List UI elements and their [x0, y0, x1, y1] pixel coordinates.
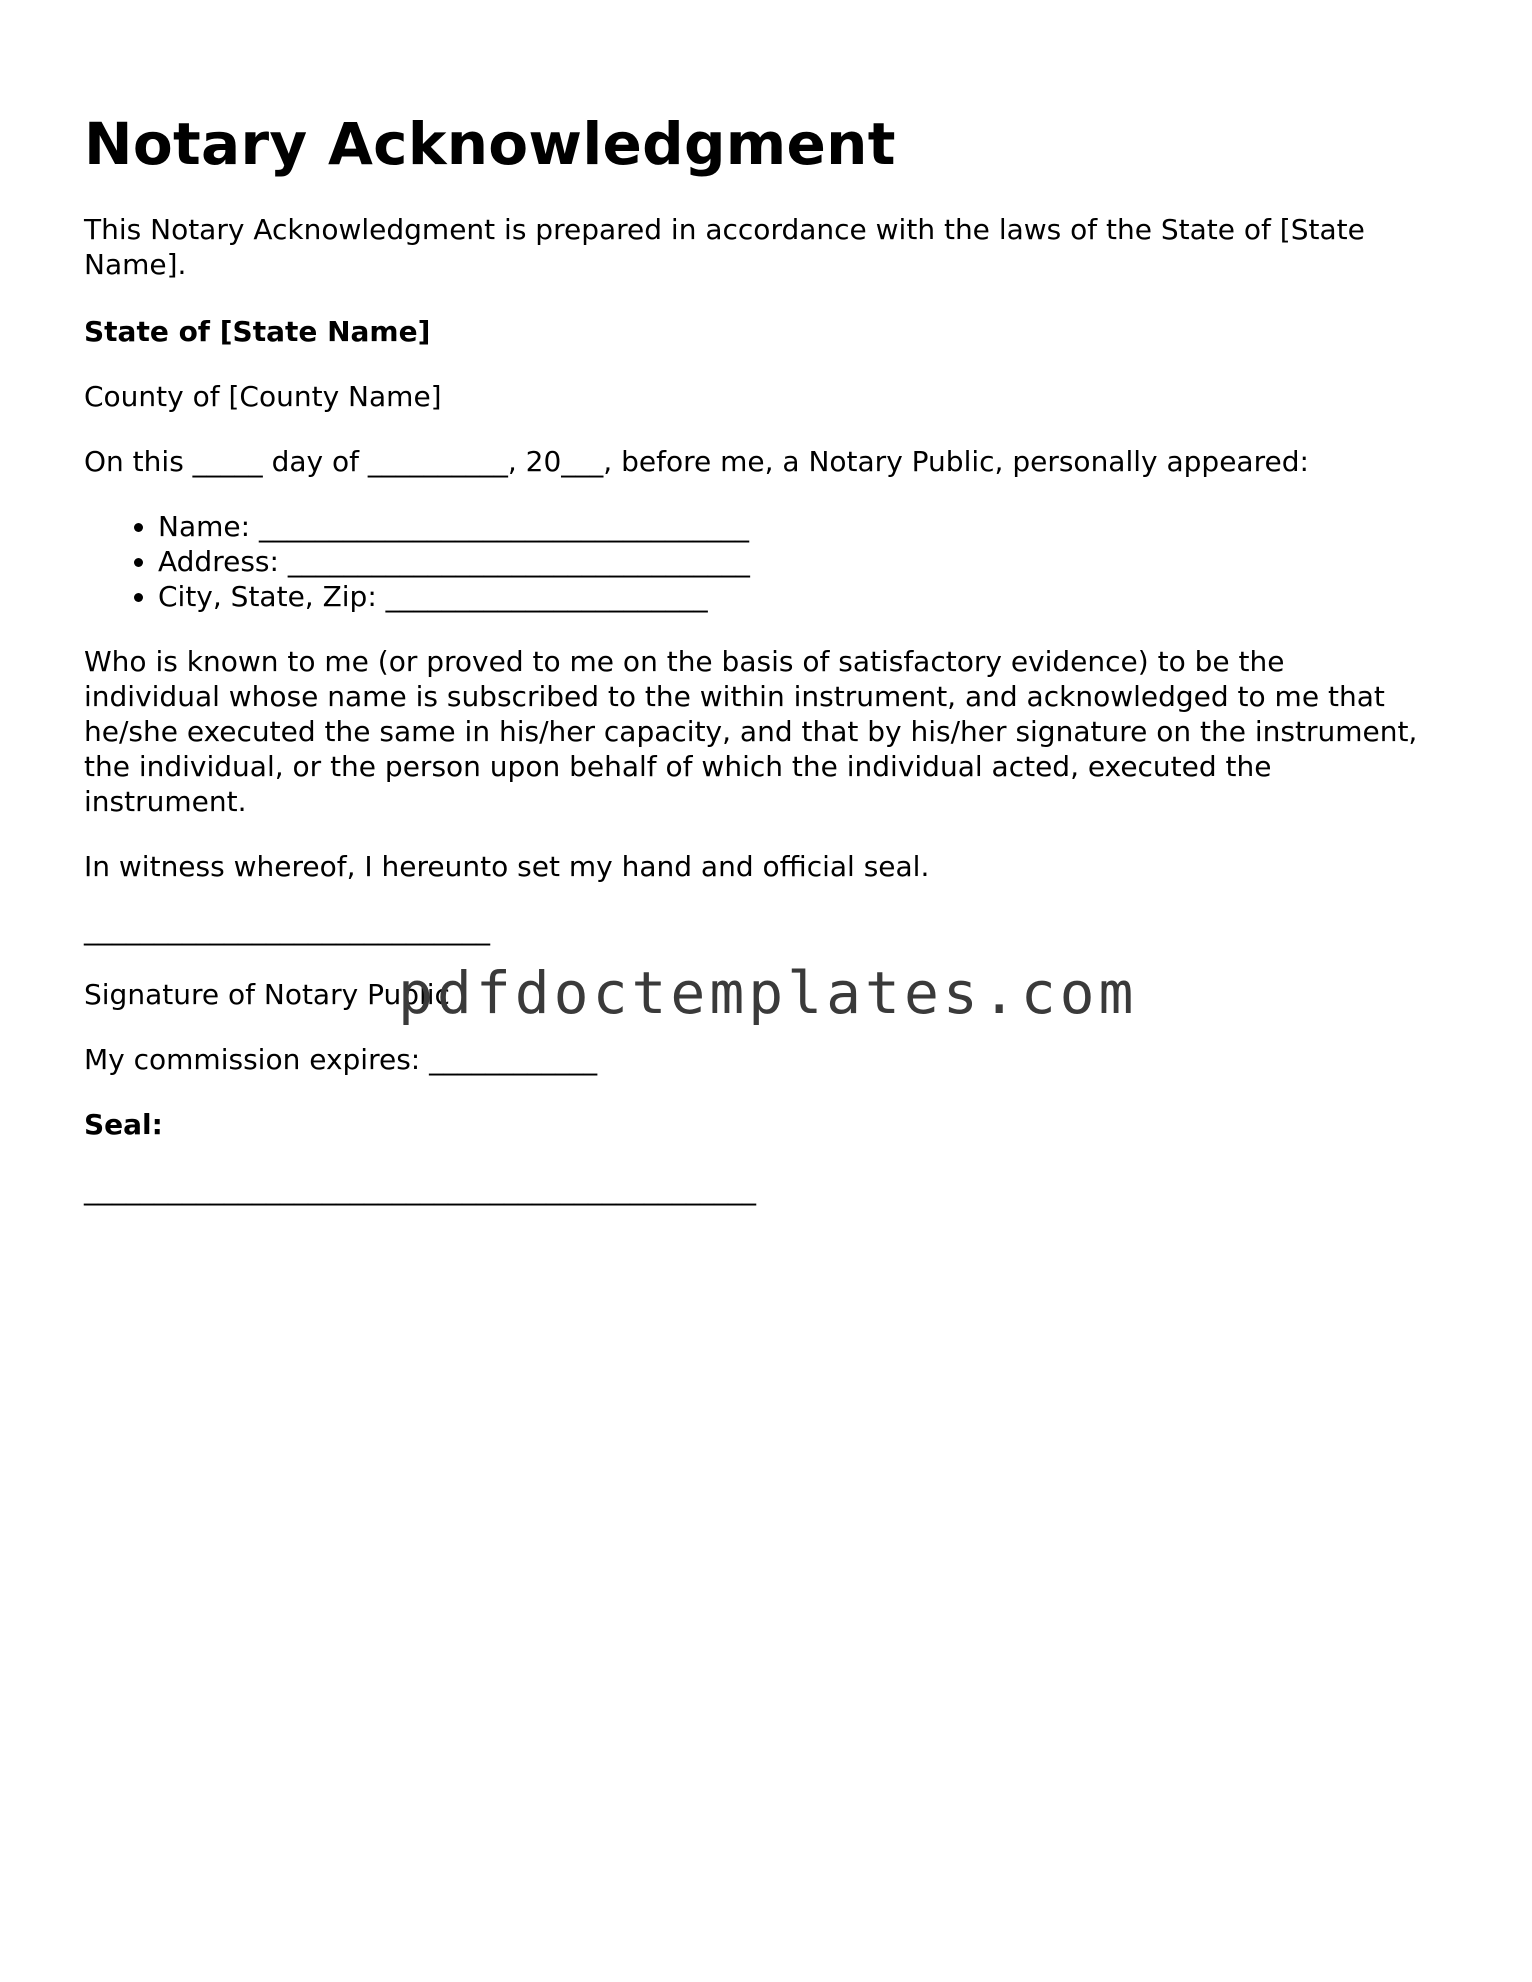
county-line: County of [County Name]	[84, 380, 442, 413]
name-field-item: • Name: ___________________________________	[158, 509, 1424, 544]
intro-paragraph: This Notary Acknowledgment is prepared in accordance with the laws of the State of [State Name].	[84, 213, 1365, 281]
address-field-item: • Address: _________________________________	[158, 544, 1424, 579]
signature-blank-line: _____________________________	[84, 913, 490, 946]
commission-expiry-line: My commission expires: ____________	[84, 1043, 598, 1076]
signature-label: Signature of Notary Public	[84, 978, 450, 1011]
document-title: Notary Acknowledgment	[84, 110, 896, 178]
state-line: State of [State Name]	[84, 315, 431, 348]
city-state-zip-field-item: • City, State, Zip: _______________________	[158, 579, 1424, 614]
personal-info-list	[84, 509, 1424, 614]
watermark-text: pdfdoctemplates.com	[398, 959, 1138, 1027]
appearance-line: On this _____ day of __________, 20___, before me, a Notary Public, personally appeared:	[84, 445, 1309, 478]
acknowledgment-paragraph: Who is known to me (or proved to me on the basis of satisfactory evidence) to be the individual whose name is subscribed to the within instrument, and acknowledged to me that he/she executed the same in his/her capacity, and that by his/her signature on the instrument, the individual, or the person upon behalf of which the individual acted, executed the instrument.	[84, 645, 1418, 818]
seal-label: Seal:	[84, 1108, 163, 1141]
document-content	[84, 104, 1424, 1207]
seal-blank-line: ________________________________________________	[84, 1173, 756, 1206]
witness-paragraph: In witness whereof, I hereunto set my hand and official seal.	[84, 850, 930, 883]
